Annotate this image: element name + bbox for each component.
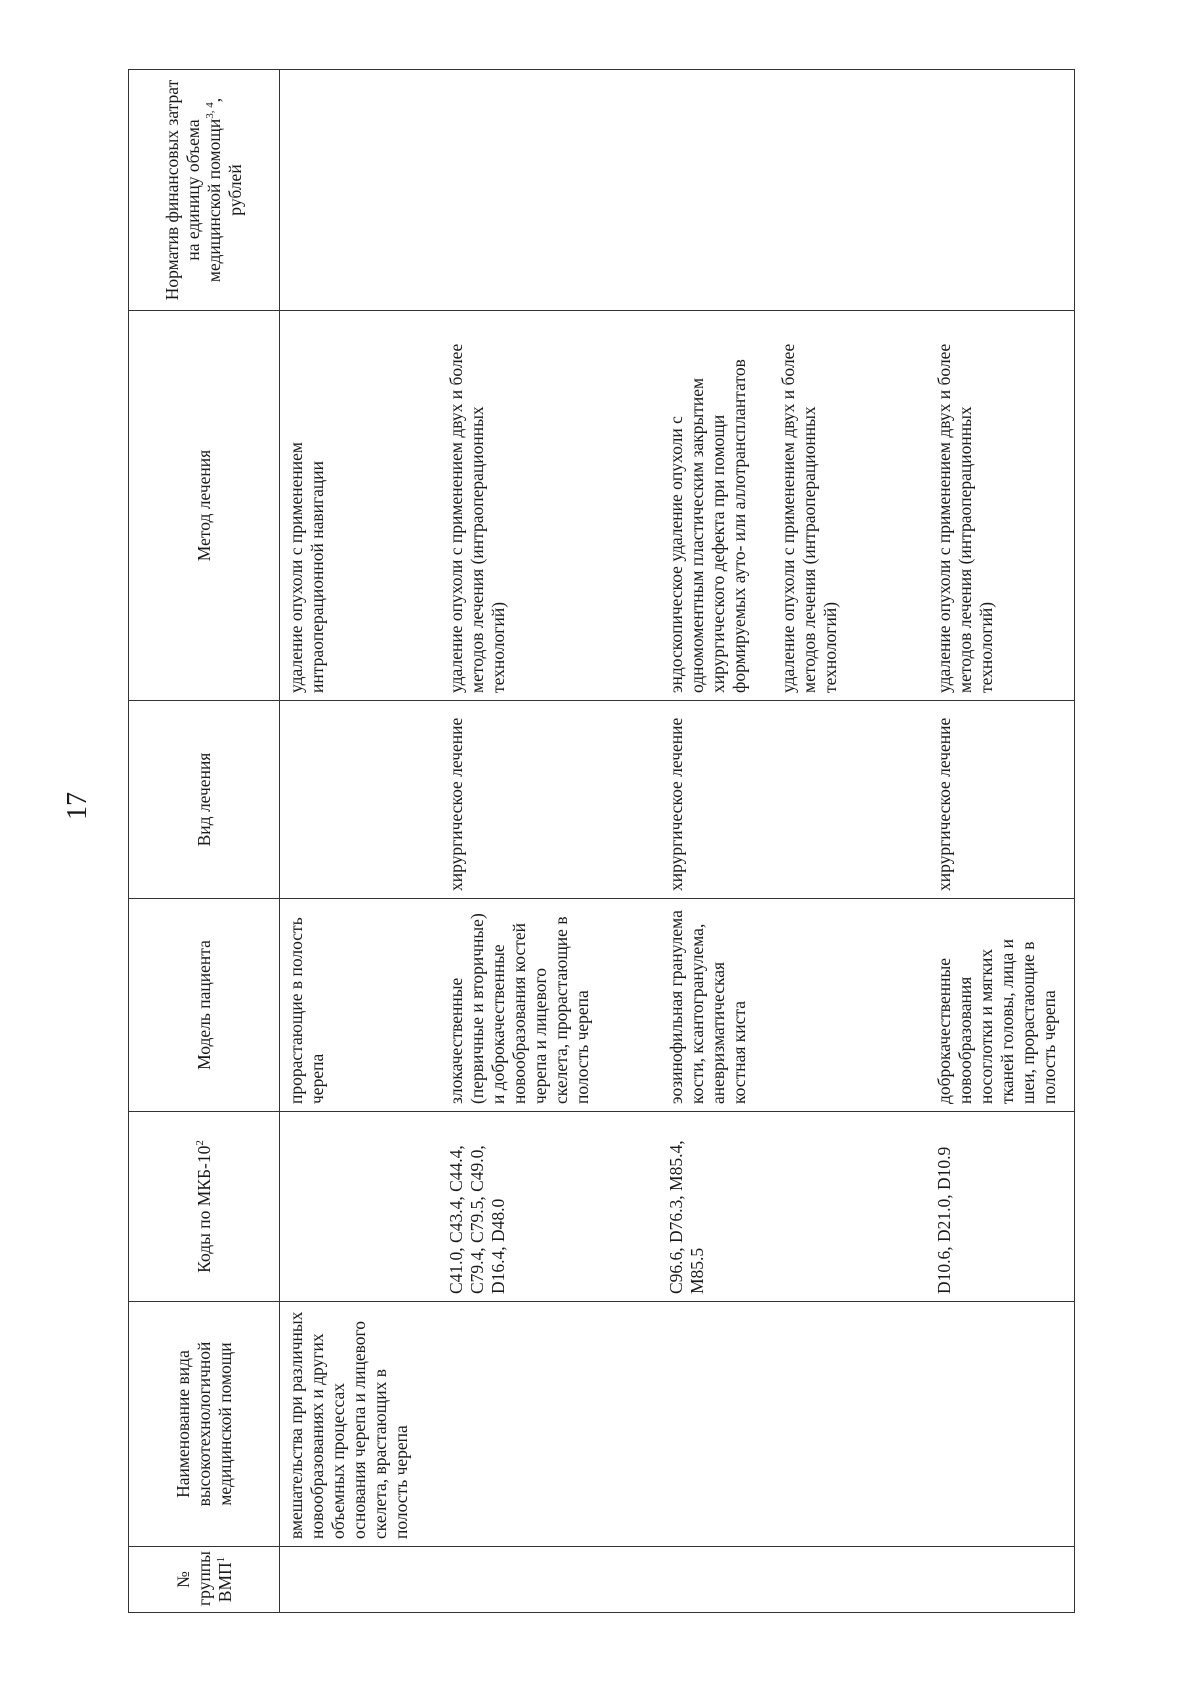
cell-num — [280, 1547, 440, 1613]
cell-name — [660, 1302, 928, 1547]
cell-method — [660, 311, 928, 701]
page-number: 17 — [62, 792, 93, 820]
table-row — [440, 70, 660, 1613]
header-name: Наименование вида высокотехнологичной медицинской помощи — [129, 1302, 280, 1547]
cell-model: прорастающие в полость черепа — [280, 899, 440, 1112]
method-text-alt: удаление опухоли с применением двух и более методов лечения (интраоперационных технологий) — [777, 343, 840, 693]
cell-kind: хирургическое лечение — [928, 701, 1075, 899]
header-kind: Вид лечения — [129, 701, 280, 899]
cell-norm — [660, 70, 928, 311]
table-row — [280, 70, 440, 1613]
cell-codes: C96.6, D76.3, M85.4, M85.5 — [660, 1112, 928, 1302]
cell-kind — [280, 701, 440, 899]
header-num: № группы ВМП$^1$ — [129, 1547, 280, 1613]
cell-model: эозинофильная гранулема кости, ксантогранулема, аневризматическая костная киста — [660, 899, 928, 1112]
cell-num — [440, 1547, 660, 1613]
cell-codes: C41.0, C43.4, C44.4, C79.4, C79.5, C49.0, D16.4, D48.0 — [440, 1112, 660, 1302]
cell-model: доброкачественные новообразования носоглотки и мягких тканей головы, лица и шеи, прорастающие в полость черепа — [928, 899, 1075, 1112]
method-text: эндоскопическое удаление опухоли с одномоментным пластическим закрытием хирургического дефекта при помощи формируемых ауто- или аллотрансплантатов — [665, 359, 749, 693]
rotated-table-wrapper — [128, 70, 1075, 1613]
cell-name — [440, 1302, 660, 1547]
cell-num — [660, 1547, 928, 1613]
table-row — [660, 70, 928, 1613]
cell-method: удаление опухоли с применением интраоперационной навигации — [280, 311, 440, 701]
table-row — [928, 70, 1075, 1613]
cell-name: вмешательства при различных новообразованиях и других объемных процессах основания черепа и лицевого скелета, врастающих в полость черепа — [280, 1302, 440, 1547]
cell-norm — [928, 70, 1075, 311]
vmp-table — [128, 69, 1075, 1613]
header-model: Модель пациента — [129, 899, 280, 1112]
cell-method: удаление опухоли с применением двух и более методов лечения (интраоперационных технологий) — [928, 311, 1075, 701]
cell-kind: хирургическое лечение — [660, 701, 928, 899]
header-norm: Норматив финансовых затрат на единицу объема медицинской помощи$^{3, 4}$, рублей — [129, 70, 280, 311]
cell-method: удаление опухоли с применением двух и более методов лечения (интраоперационных технологий) — [440, 311, 660, 701]
cell-codes — [280, 1112, 440, 1302]
cell-norm — [280, 70, 440, 311]
cell-num — [928, 1547, 1075, 1613]
header-row — [129, 70, 280, 1613]
cell-kind: хирургическое лечение — [440, 701, 660, 899]
header-method: Метод лечения — [129, 311, 280, 701]
cell-codes: D10.6, D21.0, D10.9 — [928, 1112, 1075, 1302]
cell-norm — [440, 70, 660, 311]
cell-model: злокачественные (первичные и вторичные) и доброкачественные новообразования костей черепа и лицевого скелета, прорастающие в полость черепа — [440, 899, 660, 1112]
header-codes: Коды по МКБ-$10^2$ — [129, 1112, 280, 1302]
cell-name — [928, 1302, 1075, 1547]
